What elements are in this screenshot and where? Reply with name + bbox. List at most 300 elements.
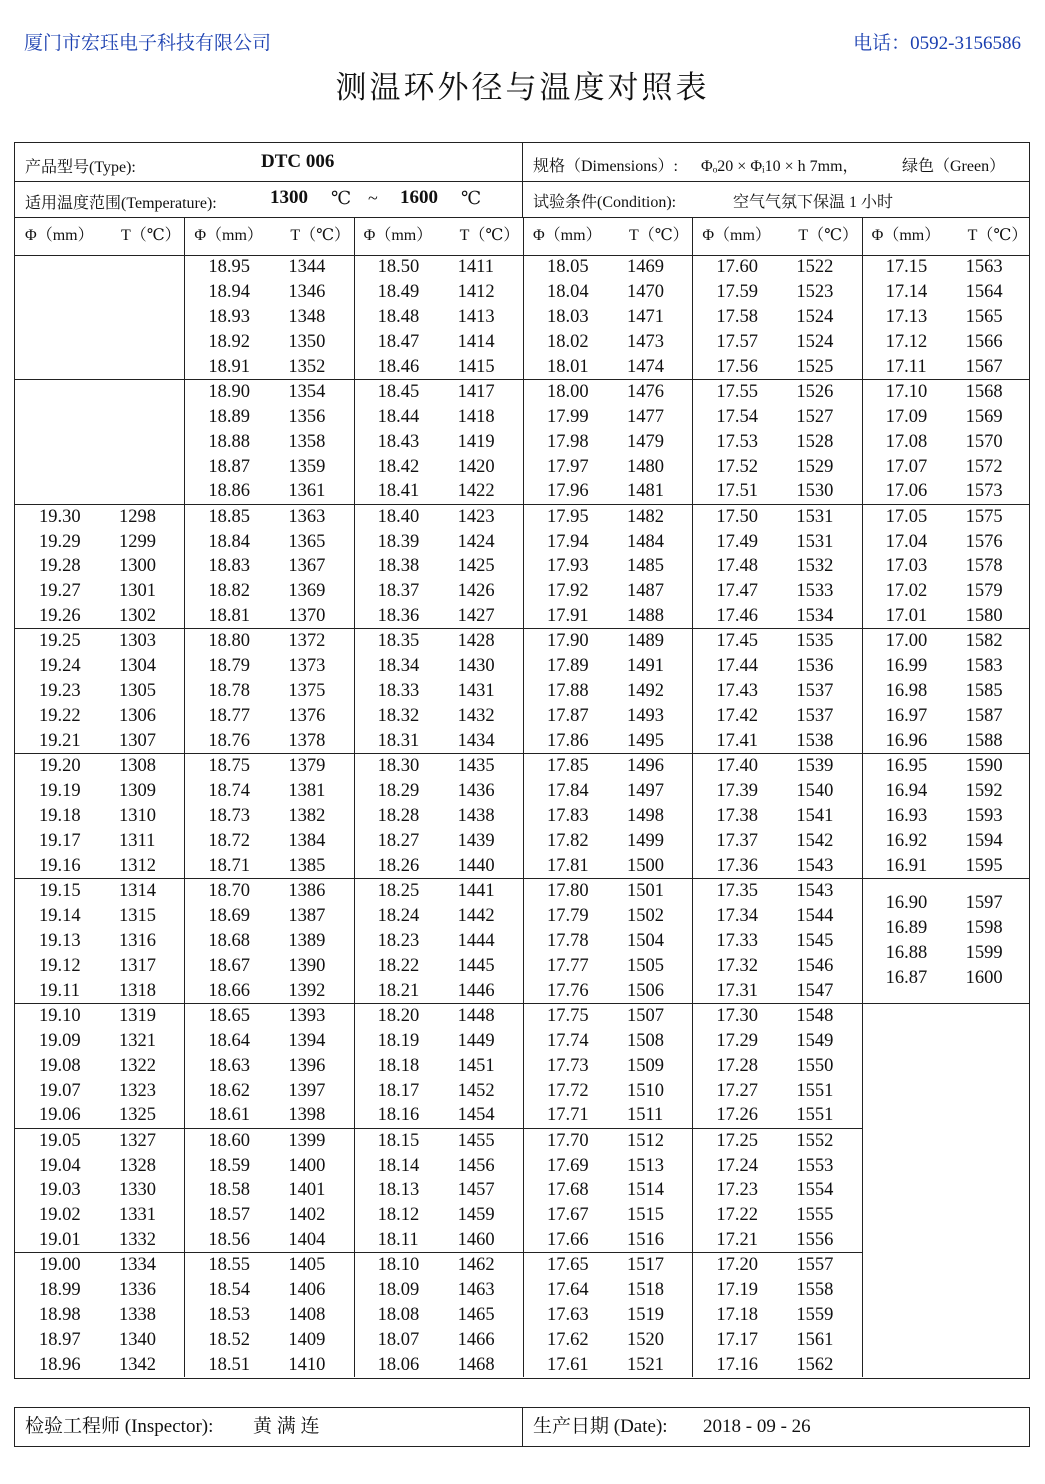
diameter-cell: 19.11 [39, 980, 80, 1001]
diameter-cell: 18.41 [377, 481, 420, 502]
temperature-cell: 1301 [119, 581, 156, 602]
temperature-cell: 1570 [965, 431, 1003, 452]
temperature-cell: 1510 [626, 1080, 664, 1101]
diameter-cell: 17.33 [716, 930, 758, 951]
diameter-cell: 17.46 [716, 606, 758, 627]
diameter-cell: 18.86 [208, 481, 250, 502]
diameter-cell: 18.16 [377, 1105, 420, 1126]
temperature-unit-max: ℃ [461, 188, 482, 208]
temperature-cell: 1527 [796, 406, 834, 427]
temperature-cell: 1363 [288, 506, 326, 527]
temperature-cell: 1414 [457, 331, 495, 352]
temperature-cell: 1428 [457, 631, 495, 652]
temperature-cell: 1595 [965, 855, 1003, 876]
diameter-cell: 17.56 [716, 356, 758, 377]
header-column-divider [523, 217, 524, 255]
temperature-cell: 1373 [288, 656, 326, 677]
temperature-cell: 1400 [288, 1155, 326, 1176]
diameter-cell: 18.13 [377, 1180, 420, 1201]
diameter-cell: 19.01 [39, 1230, 81, 1251]
diameter-cell: 18.28 [377, 806, 420, 826]
temperature-cell: 1305 [119, 681, 156, 702]
diameter-cell: 18.59 [208, 1155, 250, 1176]
temperature-cell: 1537 [796, 681, 834, 702]
type-value: DTC 006 [261, 151, 335, 172]
diameter-cell: 17.02 [885, 581, 928, 602]
diameter-cell: 18.23 [377, 930, 420, 951]
diameter-cell: 17.77 [546, 955, 589, 976]
temperature-cell: 1396 [288, 1055, 326, 1076]
diameter-cell: 17.64 [546, 1280, 589, 1301]
temperature-cell: 1575 [965, 506, 1003, 527]
diameter-cell: 19.28 [39, 556, 81, 577]
temperature-cell: 1548 [796, 1005, 834, 1026]
temperature-cell: 1499 [626, 830, 664, 851]
dimensions-value: Φₒ20 × Φᵢ10 × h 7mm， [701, 158, 859, 175]
temperature-cell: 1481 [626, 481, 664, 502]
diameter-cell: 18.15 [377, 1130, 420, 1151]
temperature-cell: 1346 [288, 281, 326, 302]
temperature-cell: 1505 [626, 955, 664, 976]
diameter-cell: 17.97 [546, 456, 589, 477]
temperature-cell: 1455 [457, 1130, 495, 1151]
diameter-cell: 17.19 [716, 1280, 758, 1301]
diameter-cell: 18.27 [377, 830, 420, 851]
diameter-cell: 18.47 [377, 331, 420, 352]
diameter-cell: 18.32 [377, 706, 420, 727]
temperature-cell: 1539 [796, 756, 834, 777]
diameter-cell: 17.90 [546, 631, 589, 652]
phone-number: 电话：0592-3156586 [853, 33, 1021, 54]
temperature-cell: 1431 [457, 681, 495, 702]
diameter-cell: 18.05 [546, 257, 589, 277]
diameter-cell: 17.88 [546, 681, 589, 702]
temperature-cell: 1318 [119, 980, 156, 1001]
diameter-cell: 18.08 [377, 1305, 420, 1326]
t-header: T（℃） [121, 227, 181, 244]
temperature-cell: 1487 [626, 581, 664, 602]
diameter-cell: 18.84 [208, 531, 250, 552]
diameter-cell: 16.89 [885, 917, 928, 938]
temperature-cell: 1553 [796, 1155, 834, 1176]
temperature-cell: 1456 [457, 1155, 495, 1176]
temperature-cell: 1322 [119, 1055, 156, 1076]
diameter-cell: 17.26 [716, 1105, 758, 1126]
diameter-cell: 18.38 [377, 556, 420, 577]
temperature-cell: 1298 [119, 506, 156, 527]
temperature-cell: 1568 [965, 381, 1003, 402]
temperature-cell: 1449 [457, 1030, 495, 1051]
temperature-cell: 1452 [457, 1080, 495, 1101]
temperature-cell: 1540 [796, 781, 834, 802]
temperature-cell: 1394 [288, 1030, 326, 1051]
condition-value: 空气气氛下保温 1 小时 [733, 194, 894, 211]
temperature-cell: 1485 [626, 556, 664, 577]
diameter-cell: 18.92 [208, 331, 250, 352]
temperature-cell: 1420 [457, 456, 495, 477]
column-divider [523, 254, 524, 1377]
temperature-cell: 1370 [288, 606, 326, 627]
diameter-cell: 18.06 [377, 1355, 420, 1375]
diameter-cell: 18.04 [546, 281, 589, 302]
temperature-cell: 1444 [457, 930, 495, 951]
diameter-cell: 18.54 [208, 1280, 250, 1301]
diameter-cell: 18.99 [39, 1280, 81, 1301]
diameter-cell: 19.08 [39, 1055, 81, 1076]
temperature-cell: 1354 [288, 381, 326, 402]
diameter-cell: 17.32 [716, 955, 758, 976]
temperature-cell: 1469 [626, 257, 664, 277]
phi-header: Φ（mm） [702, 227, 771, 244]
diameter-cell: 18.26 [377, 855, 420, 876]
temperature-cell: 1342 [119, 1355, 156, 1375]
temperature-cell: 1468 [457, 1355, 495, 1375]
diameter-cell: 17.47 [716, 581, 758, 602]
footer-block [14, 1407, 1030, 1447]
diameter-cell: 17.15 [885, 257, 928, 277]
diameter-cell: 19.10 [39, 1005, 81, 1026]
diameter-cell: 17.36 [716, 855, 758, 876]
diameter-cell: 17.69 [546, 1155, 589, 1176]
diameter-cell: 17.58 [716, 306, 758, 327]
diameter-cell: 17.13 [885, 306, 928, 327]
temperature-cell: 1387 [288, 905, 326, 926]
temperature-cell: 1309 [119, 781, 156, 802]
temperature-cell: 1332 [119, 1230, 156, 1251]
date-value: 2018 - 09 - 26 [703, 1416, 811, 1437]
temperature-cell: 1435 [457, 756, 495, 777]
diameter-cell: 17.70 [546, 1130, 589, 1151]
group-divider [15, 878, 1029, 879]
diameter-cell: 17.50 [716, 506, 758, 527]
temperature-cell: 1436 [457, 781, 495, 802]
diameter-cell: 16.93 [885, 806, 928, 826]
temperature-cell: 1488 [626, 606, 664, 627]
temperature-cell: 1299 [119, 531, 156, 552]
temperature-cell: 1405 [288, 1255, 326, 1276]
temperature-unit-min: ℃ [331, 188, 352, 208]
diameter-cell: 18.42 [377, 456, 420, 477]
diameter-cell: 18.45 [377, 381, 420, 402]
temperature-cell: 1393 [288, 1005, 326, 1026]
diameter-cell: 17.89 [546, 656, 589, 677]
temperature-cell: 1542 [796, 830, 834, 851]
temperature-cell: 1557 [796, 1255, 834, 1276]
temperature-cell: 1350 [288, 331, 326, 352]
diameter-cell: 17.78 [546, 930, 589, 951]
diameter-cell: 18.60 [208, 1130, 250, 1151]
diameter-cell: 17.14 [885, 281, 928, 302]
diameter-cell: 18.17 [377, 1080, 420, 1101]
info-block [14, 142, 1030, 256]
temperature-tilde: ~ [368, 188, 378, 208]
diameter-cell: 19.30 [39, 506, 81, 527]
diameter-cell: 17.25 [716, 1130, 758, 1151]
temperature-cell: 1415 [457, 356, 495, 377]
diameter-cell: 18.95 [208, 257, 250, 277]
temperature-cell: 1463 [457, 1280, 495, 1301]
temperature-cell: 1308 [119, 756, 156, 777]
diameter-cell: 18.64 [208, 1030, 250, 1051]
diameter-cell: 18.93 [208, 306, 250, 327]
temperature-cell: 1552 [796, 1130, 834, 1151]
diameter-cell: 17.35 [716, 881, 758, 901]
diameter-cell: 17.94 [546, 531, 589, 552]
diameter-cell: 18.73 [208, 806, 250, 826]
type-label: 产品型号(Type): [25, 159, 136, 176]
temperature-cell: 1594 [965, 830, 1003, 851]
temperature-cell: 1440 [457, 855, 495, 876]
temperature-cell: 1419 [457, 431, 495, 452]
temperature-cell: 1427 [457, 606, 495, 627]
diameter-cell: 17.03 [885, 556, 928, 577]
diameter-cell: 17.48 [716, 556, 758, 577]
temperature-cell: 1365 [288, 531, 326, 552]
diameter-cell: 19.17 [39, 830, 81, 851]
temperature-cell: 1506 [626, 980, 664, 1001]
diameter-cell: 16.88 [885, 942, 928, 963]
diameter-cell: 19.24 [39, 656, 81, 677]
temperature-label: 适用温度范围(Temperature): [25, 195, 217, 212]
diameter-cell: 17.98 [546, 431, 589, 452]
diameter-cell: 19.05 [39, 1130, 81, 1151]
diameter-cell: 17.61 [546, 1355, 589, 1375]
temperature-cell: 1582 [965, 631, 1003, 652]
temperature-cell: 1512 [626, 1130, 664, 1151]
diameter-cell: 18.58 [208, 1180, 250, 1201]
temperature-cell: 1493 [626, 706, 664, 727]
inspector-label: 检验工程师 (Inspector): [25, 1416, 214, 1437]
diameter-cell: 17.85 [546, 756, 589, 777]
diameter-cell: 18.96 [39, 1355, 81, 1375]
diameter-cell: 16.96 [885, 731, 928, 751]
diameter-cell: 16.87 [885, 967, 928, 988]
temperature-cell: 1334 [119, 1255, 156, 1276]
temperature-cell: 1535 [796, 631, 834, 652]
diameter-cell: 17.18 [716, 1305, 758, 1326]
temperature-cell: 1507 [626, 1005, 664, 1026]
temperature-cell: 1498 [626, 806, 664, 826]
diameter-cell: 17.72 [546, 1080, 589, 1101]
temperature-cell: 1311 [119, 830, 156, 851]
temperature-cell: 1390 [288, 955, 326, 976]
temperature-cell: 1325 [119, 1105, 156, 1126]
column-divider [692, 254, 693, 1377]
diameter-cell: 17.83 [546, 806, 589, 826]
diameter-cell: 18.53 [208, 1305, 250, 1326]
temperature-cell: 1402 [288, 1205, 326, 1226]
phi-header: Φ（mm） [194, 227, 263, 244]
temperature-cell: 1315 [119, 905, 156, 926]
temperature-cell: 1566 [965, 331, 1003, 352]
temperature-cell: 1462 [457, 1255, 495, 1276]
temperature-cell: 1592 [965, 781, 1003, 802]
temperature-cell: 1563 [965, 257, 1003, 277]
temperature-cell: 1580 [965, 606, 1003, 627]
diameter-cell: 18.00 [546, 381, 589, 402]
diameter-cell: 18.09 [377, 1280, 420, 1301]
temperature-cell: 1579 [965, 581, 1003, 602]
temperature-cell: 1600 [965, 967, 1003, 988]
phi-header: Φ（mm） [363, 227, 433, 244]
temperature-cell: 1522 [796, 257, 834, 277]
company-name: 厦门市宏珏电子科技有限公司 [24, 33, 272, 54]
diameter-cell: 17.31 [716, 980, 758, 1001]
diameter-cell: 16.91 [885, 855, 928, 876]
diameter-cell: 18.02 [546, 331, 589, 352]
temperature-cell: 1410 [288, 1355, 326, 1375]
temperature-cell: 1459 [457, 1205, 495, 1226]
temperature-max: 1600 [400, 187, 438, 208]
temperature-cell: 1317 [119, 955, 156, 976]
diameter-cell: 18.34 [377, 656, 420, 677]
temperature-cell: 1426 [457, 581, 495, 602]
diameter-cell: 18.19 [377, 1030, 420, 1051]
column-divider [354, 254, 355, 1377]
diameter-cell: 17.91 [546, 606, 589, 627]
temperature-cell: 1312 [119, 855, 156, 876]
temperature-cell: 1588 [965, 731, 1003, 751]
reference-table [14, 254, 1030, 1379]
temperature-cell: 1585 [965, 681, 1003, 702]
diameter-cell: 17.96 [546, 481, 589, 502]
temperature-cell: 1438 [457, 806, 495, 826]
diameter-cell: 18.89 [208, 406, 250, 427]
temperature-cell: 1471 [626, 306, 664, 327]
temperature-cell: 1451 [457, 1055, 495, 1076]
diameter-cell: 17.53 [716, 431, 758, 452]
diameter-cell: 19.25 [39, 631, 81, 652]
temperature-cell: 1532 [796, 556, 834, 577]
diameter-cell: 17.59 [716, 281, 758, 302]
diameter-cell: 17.00 [885, 631, 928, 652]
color-value: 绿色（Green） [902, 158, 1006, 175]
diameter-cell: 18.90 [208, 381, 250, 402]
diameter-cell: 17.93 [546, 556, 589, 577]
diameter-cell: 17.01 [885, 606, 928, 627]
temperature-cell: 1376 [288, 706, 326, 727]
temperature-cell: 1381 [288, 781, 326, 802]
page-title: 测温环外径与温度对照表 [335, 70, 710, 105]
diameter-cell: 17.40 [716, 756, 758, 777]
diameter-cell: 17.42 [716, 706, 758, 727]
group-divider [15, 379, 1029, 380]
diameter-cell: 18.70 [208, 881, 250, 901]
temperature-cell: 1413 [457, 306, 495, 327]
diameter-cell: 19.19 [39, 781, 81, 802]
temperature-cell: 1543 [796, 881, 834, 901]
temperature-cell: 1423 [457, 506, 495, 527]
diameter-cell: 17.29 [716, 1030, 758, 1051]
header-column-divider [692, 217, 693, 255]
temperature-cell: 1531 [796, 506, 834, 527]
temperature-cell: 1411 [457, 257, 494, 277]
temperature-cell: 1389 [288, 930, 326, 951]
diameter-cell: 18.48 [377, 306, 420, 327]
diameter-cell: 17.74 [546, 1030, 589, 1051]
diameter-cell: 18.88 [208, 431, 250, 452]
temperature-cell: 1417 [457, 381, 495, 402]
diameter-cell: 19.09 [39, 1030, 81, 1051]
temperature-cell: 1399 [288, 1130, 326, 1151]
temperature-cell: 1404 [288, 1230, 326, 1251]
diameter-cell: 19.23 [39, 681, 81, 702]
temperature-cell: 1382 [288, 806, 326, 826]
inspector-name: 黄 满 连 [253, 1416, 320, 1437]
diameter-cell: 18.71 [208, 855, 250, 876]
temperature-cell: 1583 [965, 656, 1003, 677]
diameter-cell: 17.86 [546, 731, 589, 751]
diameter-cell: 17.66 [546, 1230, 589, 1251]
diameter-cell: 18.11 [377, 1230, 419, 1251]
diameter-cell: 17.51 [716, 481, 758, 502]
temperature-cell: 1530 [796, 481, 834, 502]
temperature-cell: 1538 [796, 731, 834, 751]
diameter-cell: 17.11 [885, 356, 927, 377]
temperature-cell: 1524 [796, 331, 834, 352]
diameter-cell: 18.78 [208, 681, 250, 702]
diameter-cell: 17.12 [885, 331, 928, 352]
diameter-cell: 19.03 [39, 1180, 81, 1201]
diameter-cell: 17.21 [716, 1230, 758, 1251]
diameter-cell: 17.24 [716, 1155, 758, 1176]
diameter-cell: 17.37 [716, 830, 758, 851]
temperature-cell: 1497 [626, 781, 664, 802]
temperature-cell: 1466 [457, 1330, 495, 1351]
diameter-cell: 17.73 [546, 1055, 589, 1076]
temperature-cell: 1599 [965, 942, 1003, 963]
diameter-cell: 17.39 [716, 781, 758, 802]
diameter-cell: 19.22 [39, 706, 81, 727]
temperature-cell: 1457 [457, 1180, 495, 1201]
temperature-cell: 1547 [796, 980, 834, 1001]
temperature-cell: 1564 [965, 281, 1003, 302]
temperature-cell: 1520 [626, 1330, 664, 1351]
temperature-cell: 1546 [796, 955, 834, 976]
temperature-cell: 1330 [119, 1180, 156, 1201]
diameter-cell: 18.29 [377, 781, 420, 802]
temperature-cell: 1555 [796, 1205, 834, 1226]
diameter-cell: 18.07 [377, 1330, 420, 1351]
temperature-cell: 1509 [626, 1055, 664, 1076]
diameter-cell: 18.25 [377, 881, 420, 901]
diameter-cell: 17.27 [716, 1080, 758, 1101]
diameter-cell: 17.87 [546, 706, 589, 727]
diameter-cell: 19.06 [39, 1105, 81, 1126]
diameter-cell: 19.15 [39, 881, 81, 901]
temperature-cell: 1460 [457, 1230, 495, 1251]
diameter-cell: 16.97 [885, 706, 928, 727]
temperature-cell: 1511 [626, 1105, 664, 1126]
diameter-cell: 17.07 [885, 456, 928, 477]
temperature-cell: 1409 [288, 1330, 326, 1351]
temperature-cell: 1524 [796, 306, 834, 327]
temperature-cell: 1491 [626, 656, 664, 677]
diameter-cell: 17.92 [546, 581, 589, 602]
diameter-cell: 18.01 [546, 356, 589, 377]
diameter-cell: 19.29 [39, 531, 81, 552]
temperature-cell: 1310 [119, 806, 156, 826]
diameter-cell: 18.85 [208, 506, 250, 527]
temperature-cell: 1408 [288, 1305, 326, 1326]
temperature-cell: 1593 [965, 806, 1003, 826]
temperature-cell: 1359 [288, 456, 326, 477]
temperature-cell: 1502 [626, 905, 664, 926]
temperature-cell: 1517 [626, 1255, 664, 1276]
temperature-cell: 1529 [796, 456, 834, 477]
temperature-cell: 1504 [626, 930, 664, 951]
temperature-cell: 1348 [288, 306, 326, 327]
